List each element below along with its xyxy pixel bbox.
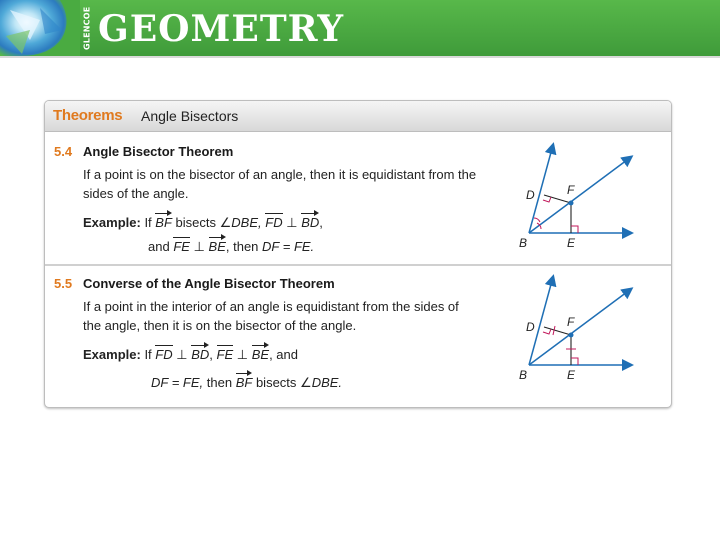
perpendicular-symbol: ⊥ — [193, 239, 205, 254]
ray-bf: BF — [236, 372, 253, 392]
theorem-example-line-1 — [83, 344, 298, 364]
card-header — [45, 101, 671, 132]
label-f: F — [567, 183, 575, 197]
label-e: E — [567, 236, 576, 250]
perpendicular-symbol: ⊥ — [236, 347, 249, 362]
ray-bf: BF — [155, 212, 172, 232]
label-d: D — [526, 320, 535, 334]
label-b: B — [519, 368, 528, 382]
ray-be: BE — [252, 344, 269, 364]
example-text: bisects — [175, 215, 217, 230]
label-f: F — [567, 315, 575, 329]
geometry-logo-art — [0, 0, 80, 56]
course-title: GEOMETRY — [98, 8, 345, 50]
section-divider — [45, 264, 671, 266]
example-label: Example: — [83, 215, 141, 230]
example-text: , and — [269, 347, 298, 362]
angle-bisector-diagram — [505, 139, 665, 259]
example-text: If — [144, 347, 152, 362]
theorem-card — [44, 100, 672, 408]
example-conclusion: DF = FE, — [151, 375, 204, 390]
example-text: and — [148, 239, 170, 254]
card-kind-label: Theorems — [53, 107, 123, 124]
label-e: E — [567, 368, 576, 382]
segment-fd: FD — [265, 212, 282, 232]
example-text: , — [209, 347, 213, 362]
header-banner — [0, 0, 720, 56]
theorem-example-line-2 — [148, 236, 314, 256]
example-conclusion: DF = FE. — [262, 239, 315, 254]
ray-be: BE — [209, 236, 226, 256]
publisher-wordmark: GLENCOE — [82, 6, 92, 50]
header-rule — [0, 56, 720, 58]
right-angle-mark — [543, 197, 551, 202]
perpendicular-symbol: ⊥ — [286, 215, 298, 230]
theorem-example-line-1 — [83, 212, 323, 232]
segment-fe: FE — [217, 344, 234, 364]
ray-bd: BD — [301, 212, 319, 232]
point-f — [569, 333, 574, 338]
right-angle-mark — [543, 329, 551, 334]
example-angle: ∠DBE. — [300, 375, 343, 390]
right-angle-mark — [571, 358, 578, 365]
converse-bisector-diagram — [505, 271, 665, 391]
card-topic-label: Angle Bisectors — [141, 108, 239, 124]
example-text: If — [144, 215, 152, 230]
theorem-number: 5.5 — [54, 276, 73, 291]
example-text: bisects — [255, 375, 297, 390]
ray-bd: BD — [191, 344, 209, 364]
example-label: Example: — [83, 347, 141, 362]
example-angle: ∠DBE, — [219, 215, 262, 230]
perpendicular-symbol: ⊥ — [176, 347, 188, 362]
label-b: B — [519, 236, 528, 250]
example-text: , — [319, 215, 323, 230]
label-d: D — [526, 188, 535, 202]
point-f — [569, 201, 574, 206]
segment-fd: FD — [155, 344, 172, 364]
theorem-statement: If a point in the interior of an angle is equidistant from the sides of the angle, then it is on the bisector of the angle. — [83, 299, 459, 333]
theorem-number: 5.4 — [54, 144, 73, 159]
example-text: , then — [225, 239, 259, 254]
theorem-title: Converse of the Angle Bisector Theorem — [83, 276, 335, 291]
example-text: then — [206, 375, 233, 390]
right-angle-mark — [571, 226, 578, 233]
theorem-title: Angle Bisector Theorem — [83, 144, 234, 159]
theorem-example-line-2 — [151, 372, 342, 392]
angle-arc — [534, 218, 540, 222]
segment-fe: FE — [173, 236, 190, 256]
theorem-statement: If a point is on the bisector of an angle, then it is equidistant from the sides of the angle. — [83, 167, 477, 201]
